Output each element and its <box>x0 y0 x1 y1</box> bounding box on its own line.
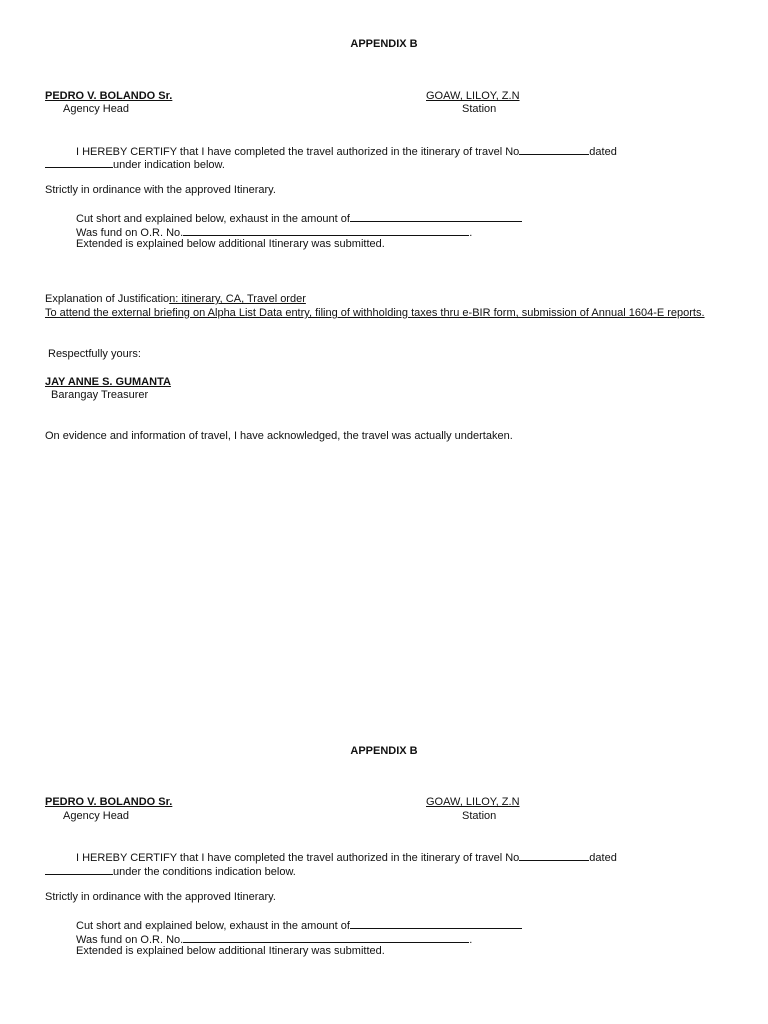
certify-line <box>76 850 617 865</box>
agency-head-role: Agency Head <box>63 810 130 822</box>
amount-blank[interactable] <box>350 211 522 222</box>
certify-text-2: under indication below. <box>113 159 225 171</box>
amount-blank[interactable] <box>350 918 522 929</box>
agency-head-role: Agency Head <box>63 103 130 115</box>
cut-short-line <box>76 918 522 933</box>
or-no-blank[interactable] <box>183 225 469 236</box>
date-blank[interactable] <box>45 864 113 875</box>
was-fund-period: . <box>469 227 473 239</box>
explanation-line <box>45 293 306 306</box>
signer-role: Barangay Treasurer <box>51 389 149 401</box>
was-fund-text: Was fund on O.R. No. <box>76 934 184 946</box>
cut-short-text: Cut short and explained below, exhaust in the amount of <box>76 213 350 225</box>
certify-text: I HEREBY CERTIFY that I have completed the travel authorized in the itinerary of travel No <box>76 146 520 158</box>
agency-head-name: PEDRO V. BOLANDO Sr. <box>45 90 173 102</box>
cut-short-line <box>76 211 522 226</box>
appendix-title: APPENDIX B <box>350 745 418 757</box>
respectfully-text: Respectfully yours: <box>48 348 141 360</box>
or-no-blank[interactable] <box>183 932 469 943</box>
certify-line-2 <box>45 864 296 879</box>
was-fund-period: . <box>469 934 473 946</box>
cut-short-text: Cut short and explained below, exhaust in the amount of <box>76 920 350 932</box>
strictly-text: Strictly in ordinance with the approved Itinerary. <box>45 184 276 196</box>
certify-line-2 <box>45 157 225 172</box>
station-name: GOAW, LILOY, Z.N <box>426 796 520 808</box>
appendix-title: APPENDIX B <box>350 38 418 50</box>
signer-name: JAY ANNE S. GUMANTA <box>45 376 171 388</box>
station-label: Station <box>462 810 497 822</box>
itinerary-no-blank[interactable] <box>519 850 589 861</box>
date-blank[interactable] <box>45 157 113 168</box>
itinerary-no-blank-tail <box>579 144 589 155</box>
station-name: GOAW, LILOY, Z.N <box>426 90 520 102</box>
station-label: Station <box>462 103 497 115</box>
evidence-text: On evidence and information of travel, I have acknowledged, the travel was actually undertaken. <box>45 430 513 442</box>
certify-text: I HEREBY CERTIFY that I have completed the travel authorized in the itinerary of travel No <box>76 852 520 864</box>
extended-text: Extended is explained below additional Itinerary was submitted. <box>76 945 385 957</box>
extended-text: Extended is explained below additional Itinerary was submitted. <box>76 238 385 250</box>
certify-dated: dated <box>589 146 617 158</box>
purpose-text: To attend the external briefing on Alpha List Data entry, filing of withholding taxes thru e-BIR form, submission of Annual 1604-E reports. <box>45 307 705 319</box>
strictly-text: Strictly in ordinance with the approved Itinerary. <box>45 891 276 903</box>
explanation-label: Explanation of Justificatio <box>45 293 170 305</box>
certify-text-2: under the conditions indication below. <box>113 866 296 878</box>
agency-head-name: PEDRO V. BOLANDO Sr. <box>45 796 173 808</box>
explanation-value: n: itinerary, CA, Travel order <box>169 293 306 305</box>
itinerary-no-blank[interactable] <box>519 144 579 155</box>
was-fund-text: Was fund on O.R. No. <box>76 227 184 239</box>
certify-dated: dated <box>589 852 617 864</box>
